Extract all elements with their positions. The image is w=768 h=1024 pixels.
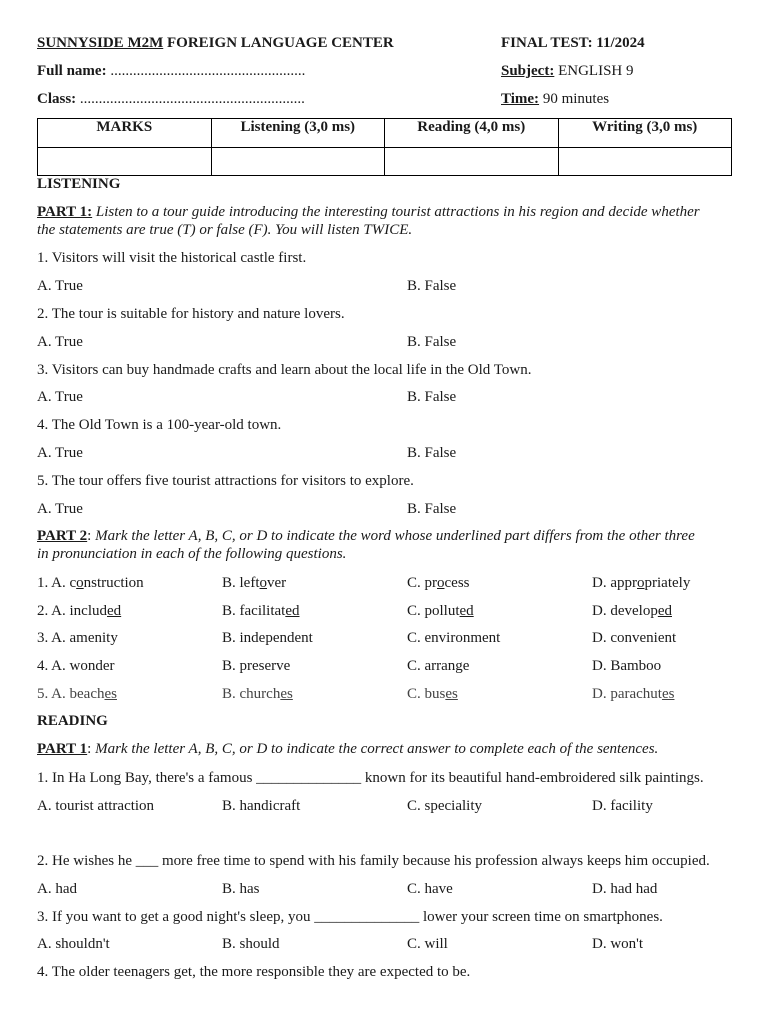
- option-text-rest: cess: [444, 575, 470, 591]
- listening-q1-option-b[interactable]: B. False: [407, 278, 457, 294]
- listening-q2-option-b[interactable]: B. False: [407, 334, 457, 350]
- class-label: Class:: [37, 91, 77, 107]
- marks-table: [37, 118, 732, 176]
- listening-q5-option-b[interactable]: B. False: [407, 501, 457, 517]
- underlined-part: es: [104, 686, 117, 702]
- option-text-rest: ver: [267, 575, 287, 591]
- school-name: [37, 34, 394, 52]
- reading-q3-option-c[interactable]: C. will: [407, 936, 448, 952]
- reading-heading: READING: [37, 713, 108, 729]
- class-line: [37, 90, 305, 108]
- option-text-rest: nstruction: [83, 575, 144, 591]
- test-title: FINAL TEST: 11/2024: [501, 35, 645, 51]
- reading-q2-option-d[interactable]: D. had had: [592, 881, 658, 897]
- listening-q5-option-a[interactable]: A. True: [37, 501, 83, 517]
- listening-q5: 5. The tour offers five tourist attractions for visitors to explore.: [37, 473, 414, 489]
- option-text: B. preserve: [222, 658, 291, 674]
- option-text: C. arrange: [407, 658, 470, 674]
- option-text: D. Bamboo: [592, 658, 662, 674]
- listening-q1-option-a[interactable]: A. True: [37, 278, 83, 294]
- reading-q2-option-c[interactable]: C. have: [407, 881, 453, 897]
- listening-q3: 3. Visitors can buy handmade crafts and learn about the local life in the Old Town.: [37, 362, 532, 378]
- listening-part2-instruction: [37, 527, 695, 545]
- reading-q4: 4. The older teenagers get, the more responsible they are expected to be.: [37, 964, 471, 980]
- option-text: C. pr: [407, 575, 437, 591]
- underlined-part: o: [76, 575, 84, 591]
- listening-q3-option-a[interactable]: A. True: [37, 389, 83, 405]
- marks-table-score-row: [38, 148, 732, 176]
- listening-header: Listening (3,0 ms): [211, 119, 385, 148]
- reading-q1: 1. In Ha Long Bay, there's a famous ______________ known for its beautiful hand-embroidered silk paintings.: [37, 770, 704, 786]
- option-text: D. appr: [592, 575, 637, 591]
- listening-q1: 1. Visitors will visit the historical castle first.: [37, 250, 307, 266]
- reading-q1-option-a[interactable]: A. tourist attraction: [37, 798, 155, 814]
- option-text: D. convenient: [592, 630, 677, 646]
- time-value: 90 minutes: [539, 91, 610, 107]
- marks-header: MARKS: [38, 119, 212, 148]
- listening-q2: 2. The tour is suitable for history and nature lovers.: [37, 306, 345, 322]
- reading-part1-label: PART 1: [37, 741, 88, 757]
- listening-part2-instruction-line1: Mark the letter A, B, C, or D to indicate the word whose underlined part differs from the other three: [91, 528, 695, 544]
- pronunciation-q2-option-c[interactable]: [407, 602, 474, 620]
- option-text: 4. A. wonder: [37, 658, 115, 674]
- listening-score-cell[interactable]: [211, 148, 385, 176]
- listening-part1-label: PART 1:: [37, 204, 93, 220]
- option-text: C. pollut: [407, 603, 460, 619]
- listening-q4: 4. The Old Town is a 100-year-old town.: [37, 417, 282, 433]
- pronunciation-q1-option-a[interactable]: [37, 574, 144, 592]
- option-text: D. develop: [592, 603, 658, 619]
- reading-part1-instruction: [37, 740, 658, 758]
- underlined-part: o: [637, 575, 645, 591]
- reading-q3: 3. If you want to get a good night's sleep, you ______________ lower your screen time on smartphones.: [37, 909, 663, 925]
- reading-q3-option-a[interactable]: A. shouldn't: [37, 936, 110, 952]
- listening-q3-option-b[interactable]: B. False: [407, 389, 457, 405]
- pronunciation-q2-option-d[interactable]: [592, 602, 672, 620]
- fullname-dots: ....................................................: [106, 63, 306, 79]
- reading-q2-option-a[interactable]: A. had: [37, 881, 77, 897]
- pronunciation-q3-option-c[interactable]: [407, 629, 500, 647]
- reading-q1-option-c[interactable]: C. speciality: [407, 798, 482, 814]
- subject-value: ENGLISH 9: [554, 63, 634, 79]
- underlined-part: es: [445, 686, 458, 702]
- pronunciation-q1-option-c[interactable]: [407, 574, 470, 592]
- pronunciation-q4-option-d[interactable]: [592, 657, 661, 675]
- reading-part1-instruction-text: Mark the letter A, B, C, or D to indicate the correct answer to complete each of the sentences.: [91, 741, 659, 757]
- reading-q3-option-b[interactable]: B. should: [222, 936, 280, 952]
- marks-score-cell[interactable]: [38, 148, 212, 176]
- pronunciation-q5-option-d[interactable]: [592, 685, 674, 703]
- option-text-rest: priately: [644, 575, 691, 591]
- subject-label: Subject:: [501, 63, 555, 79]
- option-text: 3. A. amenity: [37, 630, 118, 646]
- underlined-part: o: [259, 575, 267, 591]
- reading-score-cell[interactable]: [385, 148, 559, 176]
- option-text: B. independent: [222, 630, 313, 646]
- underlined-part: ed: [657, 603, 672, 619]
- option-text: B. church: [222, 686, 281, 702]
- listening-part2-colon: :: [87, 528, 92, 544]
- listening-part1-instruction-line2: the statements are true (T) or false (F). You will listen TWICE.: [37, 222, 413, 238]
- pronunciation-q3-option-a[interactable]: [37, 629, 118, 647]
- reading-q2: 2. He wishes he ___ more free time to spend with his family because his profession always keeps him occupied.: [37, 853, 710, 869]
- pronunciation-q3-option-b[interactable]: [222, 629, 313, 647]
- reading-header: Reading (4,0 ms): [385, 119, 559, 148]
- underlined-part: ed: [285, 603, 300, 619]
- option-text: C. bus: [407, 686, 446, 702]
- option-text: 1. A. c: [37, 575, 77, 591]
- reading-q3-option-d[interactable]: D. won't: [592, 936, 644, 952]
- listening-part1-instruction: [37, 203, 700, 221]
- pronunciation-q2-option-b[interactable]: [222, 602, 299, 620]
- pronunciation-q4-option-a[interactable]: [37, 657, 115, 675]
- marks-table-header-row: [38, 119, 732, 148]
- pronunciation-q3-option-d[interactable]: [592, 629, 676, 647]
- subject-line: [501, 62, 634, 80]
- school-name-underlined: SUNNYSIDE M2M: [37, 35, 164, 51]
- reading-q2-option-b[interactable]: B. has: [222, 881, 260, 897]
- underlined-part: o: [437, 575, 445, 591]
- underlined-part: ed: [459, 603, 474, 619]
- time-label: Time:: [501, 91, 540, 107]
- listening-part1-instruction-line1: Listen to a tour guide introducing the interesting tourist attractions in his region and decide whether: [92, 204, 700, 220]
- option-text: C. environment: [407, 630, 501, 646]
- pronunciation-q5-option-a[interactable]: [37, 685, 117, 703]
- writing-header: Writing (3,0 ms): [558, 119, 732, 148]
- pronunciation-q4-option-c[interactable]: [407, 657, 469, 675]
- listening-q4-option-b[interactable]: B. False: [407, 445, 457, 461]
- pronunciation-q1-option-d[interactable]: [592, 574, 690, 592]
- option-text: 2. A. includ: [37, 603, 107, 619]
- pronunciation-q5-option-c[interactable]: [407, 685, 458, 703]
- listening-q2-option-a[interactable]: A. True: [37, 334, 83, 350]
- listening-heading: LISTENING: [37, 176, 121, 192]
- reading-part1-colon: :: [87, 741, 92, 757]
- listening-q4-option-a[interactable]: A. True: [37, 445, 83, 461]
- listening-part2-instruction-line2: in pronunciation in each of the following questions.: [37, 546, 347, 562]
- fullname-line: [37, 62, 305, 80]
- listening-part2-label: PART 2: [37, 528, 88, 544]
- writing-score-cell[interactable]: [558, 148, 732, 176]
- option-text: B. left: [222, 575, 260, 591]
- pronunciation-q5-option-b[interactable]: [222, 685, 293, 703]
- reading-q1-option-d[interactable]: D. facility: [592, 798, 653, 814]
- reading-q1-option-b[interactable]: B. handicraft: [222, 798, 301, 814]
- pronunciation-q1-option-b[interactable]: [222, 574, 286, 592]
- underlined-part: es: [280, 686, 293, 702]
- option-text: D. parachut: [592, 686, 662, 702]
- underlined-part: es: [661, 686, 675, 702]
- option-text: B. facilitat: [222, 603, 286, 619]
- school-name-rest: FOREIGN LANGUAGE CENTER: [163, 35, 394, 51]
- class-dots: ............................................................: [76, 91, 305, 107]
- underlined-part: ed: [107, 603, 122, 619]
- pronunciation-q2-option-a[interactable]: [37, 602, 121, 620]
- option-text: 5. A. beach: [37, 686, 105, 702]
- fullname-label: Full name:: [37, 63, 107, 79]
- time-line: [501, 90, 609, 108]
- pronunciation-q4-option-b[interactable]: [222, 657, 290, 675]
